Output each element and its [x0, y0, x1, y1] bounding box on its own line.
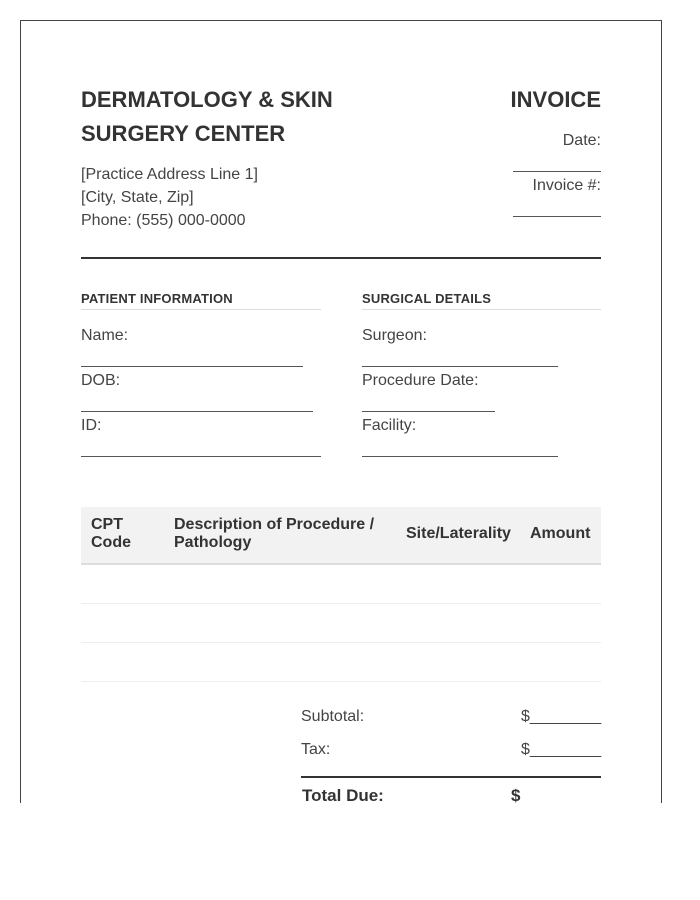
facility-field[interactable]	[362, 456, 558, 457]
patient-name-field[interactable]	[81, 366, 303, 367]
invoice-date-field[interactable]	[513, 171, 601, 172]
col-desc-line2: Pathology	[174, 534, 252, 551]
table-row[interactable]	[81, 643, 601, 682]
col-cpt-code	[91, 516, 131, 552]
clinic-name-line2: SURGERY CENTER	[81, 121, 286, 146]
invoice-title: INVOICE	[510, 87, 601, 112]
patient-info-heading: PATIENT INFORMATION	[81, 291, 233, 306]
table-row[interactable]	[81, 604, 601, 643]
address-line2: [City, State, Zip]	[81, 189, 194, 206]
facility-label: Facility:	[362, 417, 417, 434]
col-site-laterality: Site/Laterality	[406, 525, 511, 542]
total-due-label: Total Due:	[302, 786, 384, 803]
invoice-date-label: Date:	[562, 132, 601, 149]
procedure-date-label: Procedure Date:	[362, 372, 479, 389]
patient-dob-field[interactable]	[81, 411, 313, 412]
invoice-number-label: Invoice #:	[532, 177, 601, 194]
clinic-name-line1: DERMATOLOGY & SKIN	[81, 87, 333, 112]
clinic-name	[81, 83, 401, 151]
subtotal-value[interactable]: $________	[521, 708, 602, 725]
surgical-heading-underline	[362, 309, 601, 310]
header-divider	[81, 257, 601, 259]
col-desc-line1: Description of Procedure /	[174, 516, 375, 533]
table-header	[81, 507, 601, 565]
table-row[interactable]	[81, 565, 601, 604]
surgical-details-heading: SURGICAL DETAILS	[362, 291, 492, 306]
tax-value[interactable]: $________	[521, 741, 602, 758]
invoice-page	[20, 20, 662, 803]
total-due-value: $	[511, 786, 521, 803]
patient-heading-underline	[81, 309, 321, 310]
invoice-number-field[interactable]	[513, 216, 601, 217]
procedures-table	[81, 507, 601, 682]
patient-id-field[interactable]	[81, 456, 321, 457]
clinic-phone: Phone: (555) 000-0000	[81, 212, 246, 229]
patient-id-label: ID:	[81, 417, 102, 434]
col-cpt-line1: CPT	[91, 516, 123, 533]
col-description	[174, 516, 374, 552]
subtotal-label: Subtotal:	[301, 708, 365, 725]
procedure-date-field[interactable]	[362, 411, 495, 412]
surgeon-label: Surgeon:	[362, 327, 427, 344]
patient-name-label: Name:	[81, 327, 129, 344]
patient-dob-label: DOB:	[81, 372, 121, 389]
address-line1: [Practice Address Line 1]	[81, 166, 258, 183]
clinic-address	[81, 163, 258, 232]
surgeon-field[interactable]	[362, 366, 558, 367]
col-cpt-line2: Code	[91, 534, 131, 551]
col-amount: Amount	[530, 525, 591, 542]
tax-label: Tax:	[301, 741, 331, 758]
total-divider	[301, 776, 601, 778]
